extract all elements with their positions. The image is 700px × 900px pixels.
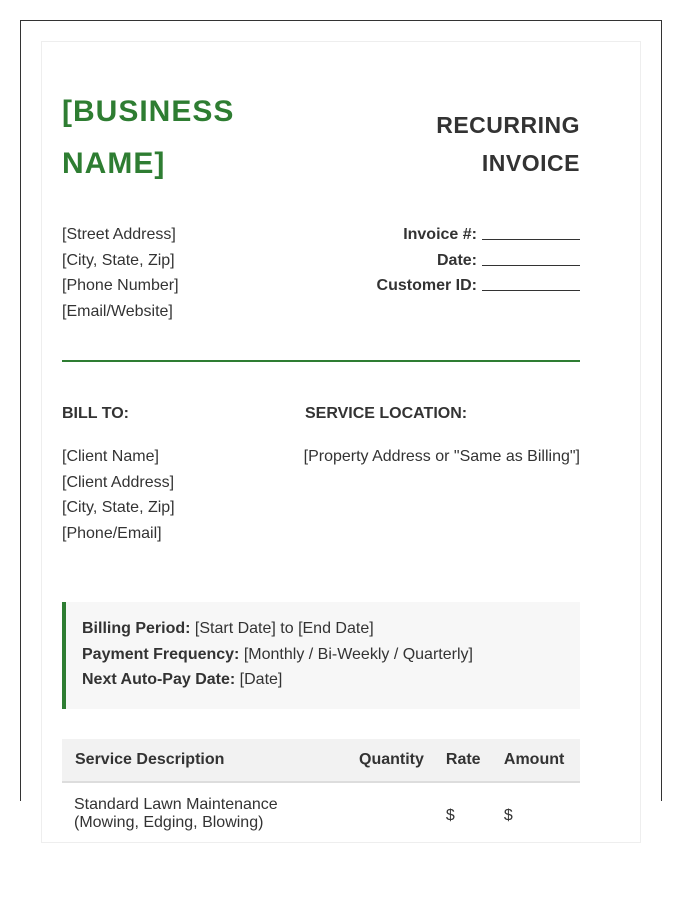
autopay-date-value: [Date] [239, 671, 283, 688]
payment-frequency-label: Payment Frequency: [82, 645, 240, 663]
table-header-row [62, 739, 580, 782]
business-street: [Street Address] [62, 226, 176, 243]
customer-id-label: Customer ID: [376, 277, 477, 294]
autopay-date-row [82, 667, 580, 693]
date-row [377, 248, 580, 274]
client-city: [City, State, Zip] [62, 499, 175, 516]
business-email: [Email/Website] [62, 302, 173, 320]
title-line-2: INVOICE [481, 150, 580, 176]
business-city: [City, State, Zip] [62, 251, 175, 269]
header-quantity: Quantity [348, 739, 435, 782]
date-field[interactable] [482, 250, 580, 266]
header-service-description: Service Description [62, 739, 348, 782]
service-location-value: [Property Address or "Same as Billing"] [303, 448, 580, 465]
services-table [62, 739, 580, 832]
invoice-number-label: Invoice #: [403, 226, 477, 243]
row-quantity [348, 782, 435, 832]
business-name-line-1: [BUSINESS [62, 95, 235, 128]
bill-to-details [62, 444, 175, 546]
client-name: [Client Name] [62, 448, 159, 465]
payment-frequency-row [82, 642, 580, 668]
invoice-number-field[interactable] [482, 224, 580, 240]
billing-period-value: [Start Date] to [End Date] [194, 620, 374, 637]
business-phone: [Phone Number] [62, 277, 179, 294]
header-amount: Amount [493, 739, 580, 782]
title-line-1: RECURRING [436, 112, 580, 138]
invoice-meta [377, 222, 580, 299]
date-label: Date: [436, 251, 477, 269]
row-rate: $ [445, 807, 455, 824]
document-frame [20, 20, 662, 831]
client-address: [Client Address] [62, 473, 175, 491]
billing-info-box [62, 602, 580, 709]
payment-frequency-value: [Monthly / Bi-Weekly / Quarterly] [243, 645, 473, 663]
header-divider [62, 360, 580, 362]
autopay-date-label: Next Auto-Pay Date: [82, 671, 236, 688]
invoice-number-row [377, 222, 580, 248]
header-rate: Rate [435, 739, 493, 782]
billing-period-row [82, 616, 580, 642]
client-contact: [Phone/Email] [62, 524, 162, 542]
customer-id-row [377, 273, 580, 299]
bill-to-heading: BILL TO: [62, 405, 129, 422]
customer-id-field[interactable] [482, 275, 580, 291]
row-description [62, 782, 348, 832]
billing-period-label: Billing Period: [82, 620, 191, 637]
document-title [360, 106, 580, 182]
table-row [62, 782, 580, 832]
service-location-heading: SERVICE LOCATION: [305, 405, 468, 422]
row-description-line-2: (Mowing, Edging, Blowing) [74, 814, 264, 831]
row-description-line-1: Standard Lawn Maintenance [74, 796, 278, 813]
business-contact-info [62, 222, 179, 324]
business-name-line-2: NAME] [62, 147, 166, 180]
row-amount: $ [503, 807, 513, 824]
business-name [62, 86, 322, 190]
